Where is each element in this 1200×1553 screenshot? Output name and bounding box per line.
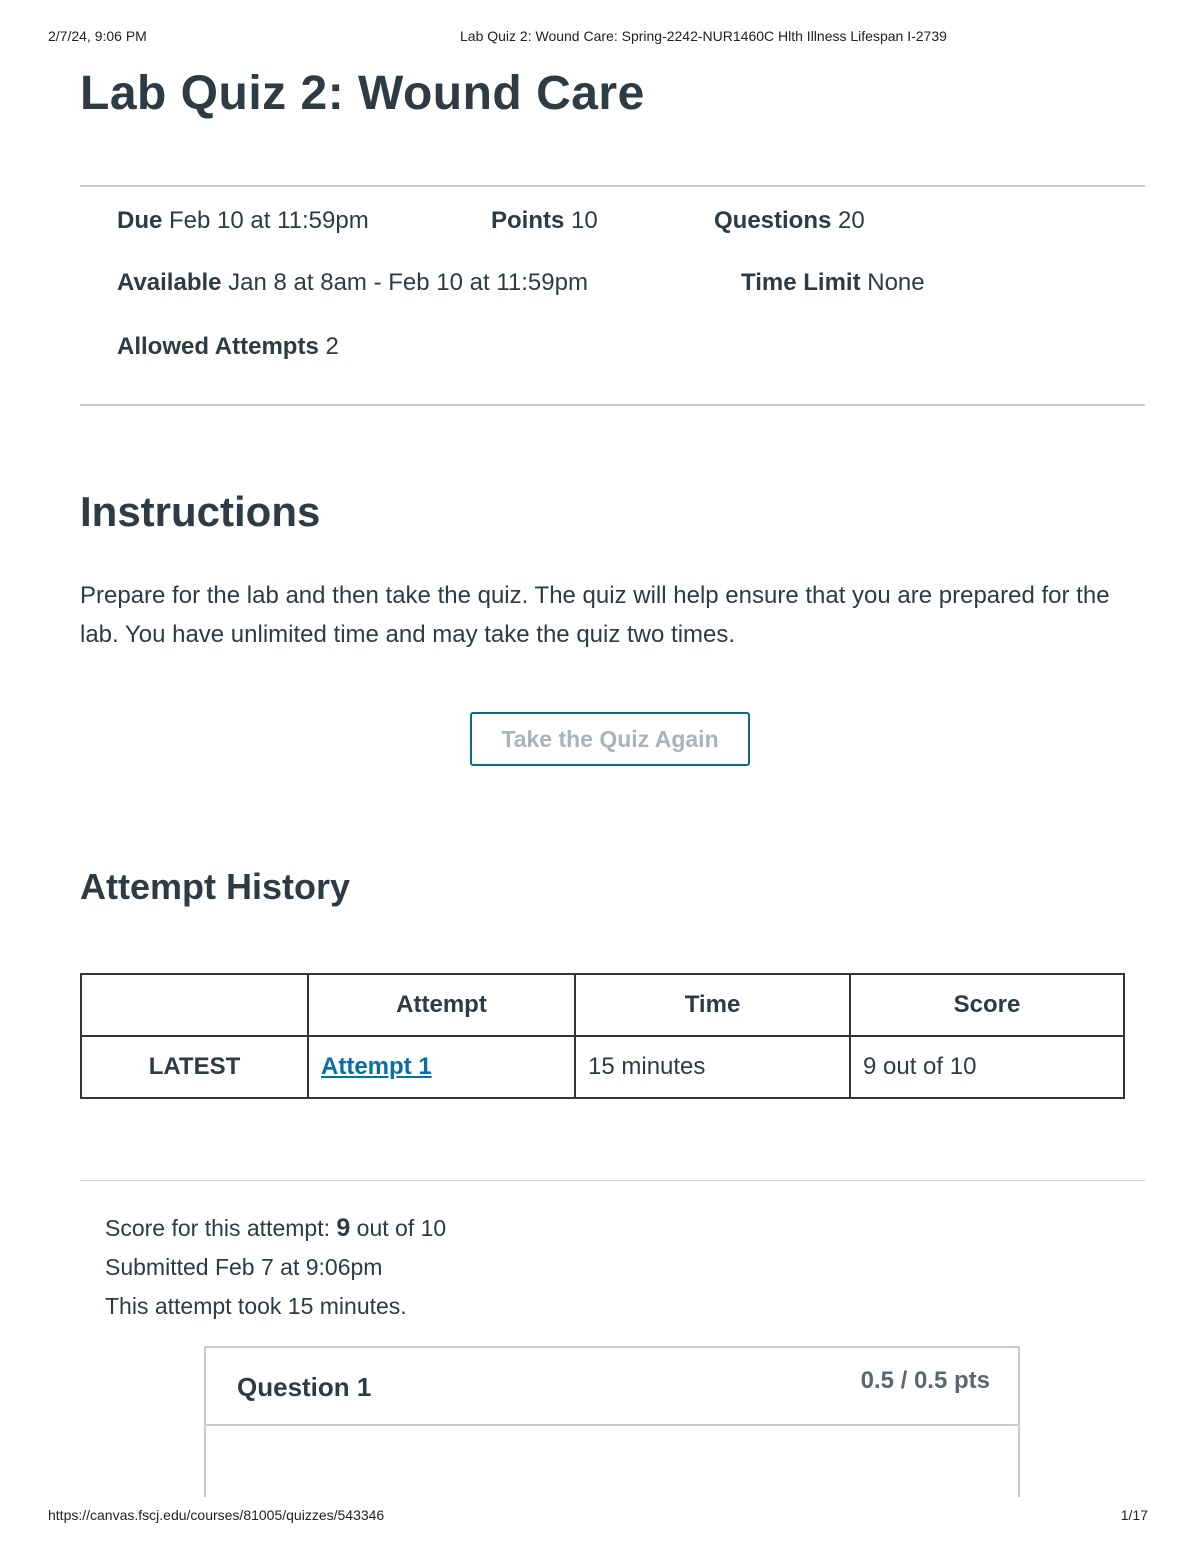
quiz-points-value: 10	[571, 207, 598, 234]
instructions-heading: Instructions	[80, 488, 321, 535]
quiz-available-label: Available	[117, 269, 222, 296]
question-title: Question 1	[237, 1372, 372, 1402]
divider	[80, 1180, 1145, 1181]
question-header	[206, 1348, 1018, 1426]
print-header	[48, 28, 1148, 48]
quiz-questions	[714, 207, 865, 235]
quiz-time-limit-value: None	[867, 269, 925, 296]
column-header-time: Time	[575, 974, 850, 1036]
quiz-allowed-attempts	[117, 333, 339, 361]
attempt-score-prefix: Score for this attempt:	[105, 1215, 337, 1241]
attempt-history-table	[80, 973, 1125, 1099]
quiz-time-limit-label: Time Limit	[741, 269, 861, 296]
quiz-available-value: Jan 8 at 8am - Feb 10 at 11:59pm	[228, 269, 588, 296]
table-header-row	[81, 974, 1124, 1036]
attempt-cell	[308, 1036, 575, 1098]
quiz-available	[117, 269, 588, 297]
attempt-duration: This attempt took 15 minutes.	[105, 1293, 407, 1319]
attempt-history-heading: Attempt History	[80, 866, 351, 907]
column-header-blank	[81, 974, 308, 1036]
attempt-summary	[105, 1209, 446, 1326]
print-url: https://canvas.fscj.edu/courses/81005/quizzes/543346	[48, 1507, 385, 1523]
instructions-text: Prepare for the lab and then take the quiz. The quiz will help ensure that you are prepared for the lab. You have unlimited time and may take the quiz two times.	[80, 582, 1110, 648]
quiz-due-label: Due	[117, 207, 163, 234]
attempt-submitted: Submitted Feb 7 at 9:06pm	[105, 1254, 383, 1280]
quiz-points	[491, 207, 598, 235]
attempt-score-line	[105, 1209, 446, 1248]
print-document-title: Lab Quiz 2: Wound Care: Spring-2242-NUR1460C Hlth Illness Lifespan I-2739	[460, 28, 947, 44]
attempt-score-value: 9	[336, 1214, 351, 1242]
question-points: 0.5 / 0.5 pts	[860, 1367, 990, 1394]
quiz-questions-value: 20	[838, 207, 865, 234]
print-footer	[48, 1507, 1148, 1527]
table-row	[81, 1036, 1124, 1098]
print-page-number: 1/17	[1120, 1507, 1148, 1523]
quiz-points-label: Points	[491, 207, 565, 234]
quiz-allowed-attempts-label: Allowed Attempts	[117, 333, 319, 360]
print-datetime: 2/7/24, 9:06 PM	[48, 28, 147, 44]
divider	[80, 404, 1145, 406]
quiz-time-limit	[741, 269, 925, 297]
time-cell: 15 minutes	[575, 1036, 850, 1098]
attempt-1-link[interactable]: Attempt 1	[321, 1053, 432, 1080]
attempt-score-suffix: out of 10	[350, 1215, 447, 1241]
column-header-attempt: Attempt	[308, 974, 575, 1036]
row-label-latest: LATEST	[81, 1036, 308, 1098]
quiz-allowed-attempts-value: 2	[325, 333, 339, 360]
page-title: Lab Quiz 2: Wound Care	[80, 67, 645, 120]
quiz-questions-label: Questions	[714, 207, 832, 234]
score-cell: 9 out of 10	[850, 1036, 1124, 1098]
take-quiz-again-button[interactable]: Take the Quiz Again	[470, 712, 750, 766]
divider	[80, 185, 1145, 187]
quiz-due	[117, 207, 369, 235]
quiz-due-value: Feb 10 at 11:59pm	[169, 207, 369, 234]
column-header-score: Score	[850, 974, 1124, 1036]
